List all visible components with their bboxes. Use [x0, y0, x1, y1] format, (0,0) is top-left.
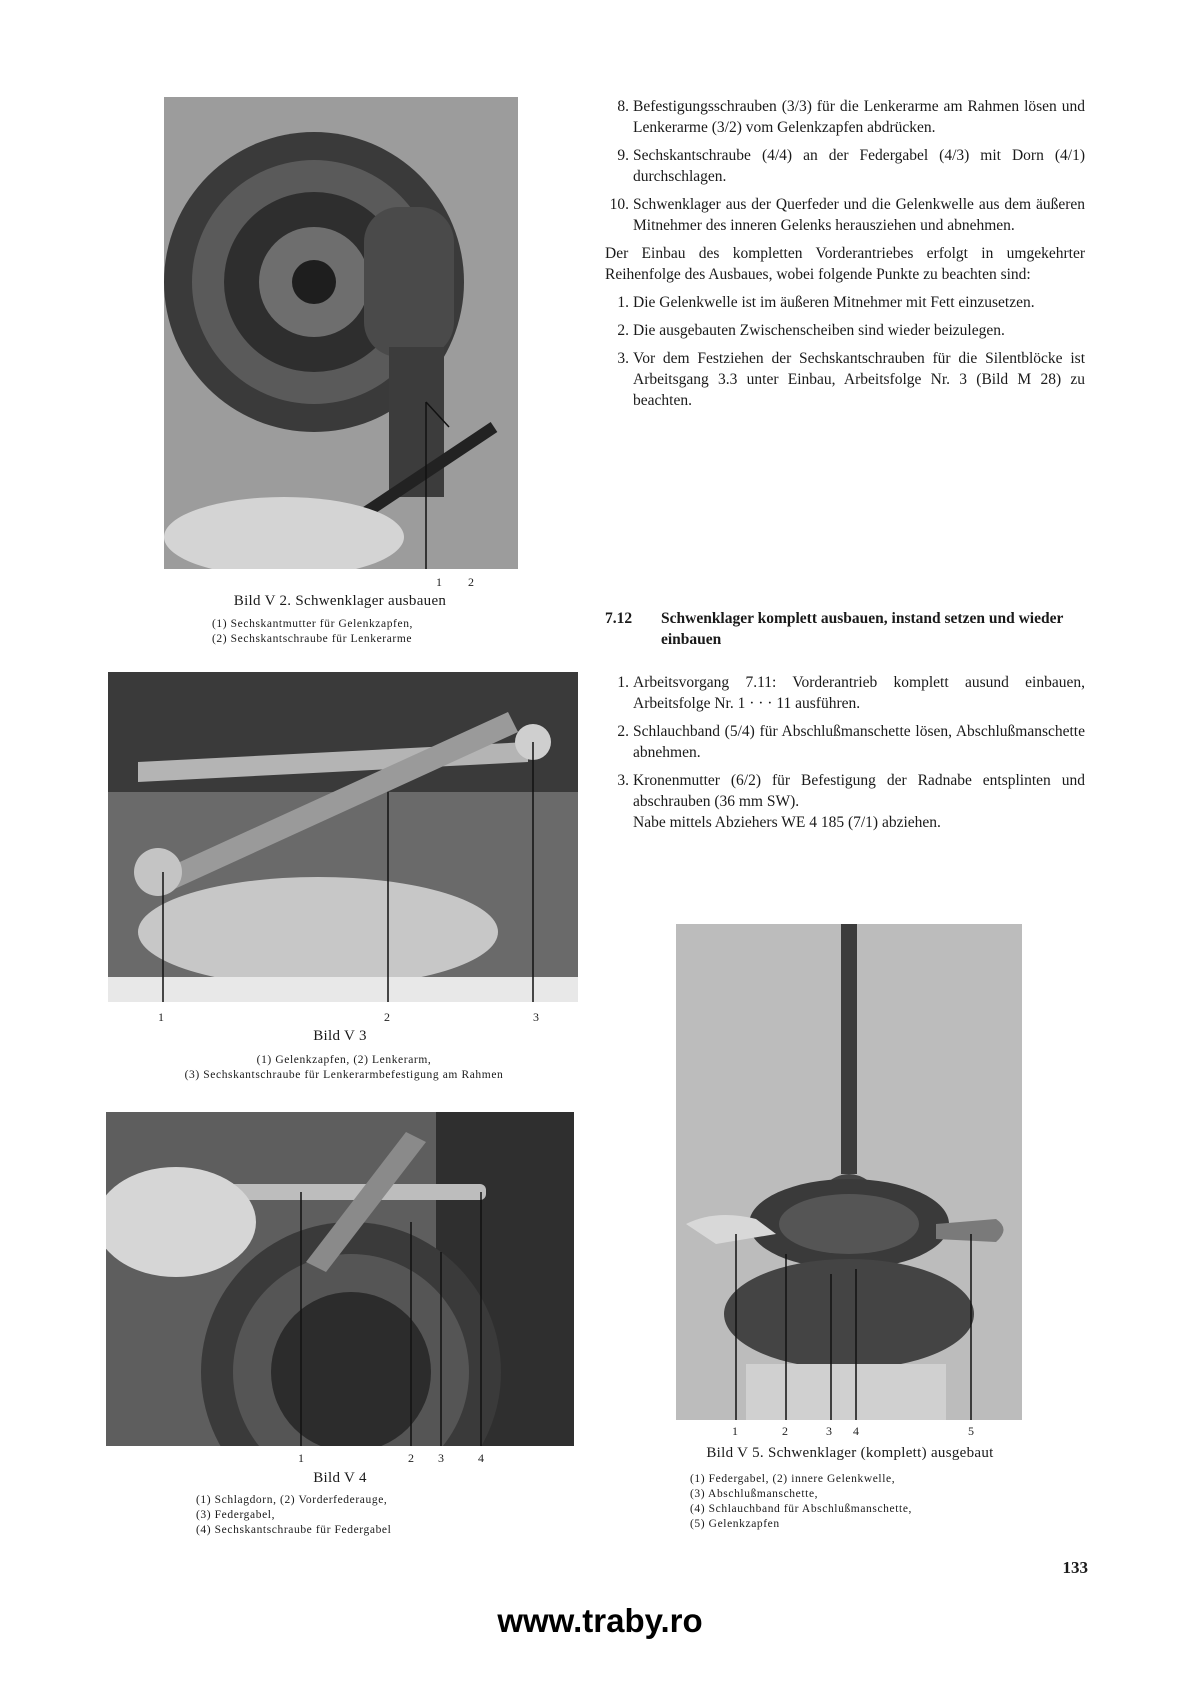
removal-step-number: 9. — [617, 147, 629, 164]
section-step-extra: Nabe mittels Abziehers WE 4 185 (7/1) abziehen. — [633, 814, 941, 831]
figure-v5-callout-5: 5 — [968, 1424, 974, 1438]
removal-steps — [605, 96, 1085, 418]
installation-point — [605, 292, 1085, 313]
installation-point-number: 2. — [617, 322, 629, 339]
figure-v4-title: Bild V 4 — [313, 1470, 367, 1486]
figure-v2-legend — [212, 617, 413, 647]
figure-v5-photo — [676, 924, 1022, 1420]
figure-v2-photo — [164, 97, 518, 569]
installation-point — [605, 348, 1085, 411]
removal-step — [605, 194, 1085, 236]
figure-v5-callouts — [676, 1424, 1022, 1440]
removal-step — [605, 145, 1085, 187]
figure-v4-callout-3: 3 — [438, 1451, 444, 1465]
figure-v5-legend — [690, 1472, 912, 1532]
figure-v4-callout-1: 1 — [298, 1451, 304, 1465]
figure-v5-legend-line: (5) Gelenkzapfen — [690, 1518, 780, 1530]
installation-point-number: 3. — [617, 350, 629, 367]
figure-v5-callout-2: 2 — [782, 1424, 788, 1438]
figure-v4-legend-line: (1) Schlagdorn, (2) Vorderfederauge, — [196, 1494, 388, 1506]
installation-point-text: Vor dem Festziehen der Sechskantschrauben für die Silentblöcke ist Arbeitsgang 3.3 unter Einbau, Arbeitsfolge Nr. 3 (Bild M 28) zu beachten. — [633, 350, 1085, 409]
section-step — [605, 672, 1085, 714]
section-heading — [605, 608, 1085, 650]
removal-step-text: Sechskantschraube (4/4) an der Federgabel (4/3) mit Dorn (4/1) durchschlagen. — [633, 147, 1085, 185]
figure-v4-legend — [196, 1493, 391, 1538]
figure-v2-legend-line: (2) Sechskantschraube für Lenkerarme — [212, 633, 413, 645]
figure-v2-callouts — [164, 575, 518, 591]
figure-v3-title: Bild V 3 — [313, 1028, 367, 1044]
figure-v4-legend-line: (3) Federgabel, — [196, 1509, 276, 1521]
page-number: 133 — [1062, 1558, 1088, 1577]
figure-v2-callout-2: 2 — [468, 575, 474, 589]
figure-v5-title: Bild V 5. Schwenklager (komplett) ausgebaut — [706, 1445, 994, 1461]
installation-point-number: 1. — [617, 294, 629, 311]
removal-step-text: Befestigungsschrauben (3/3) für die Lenkerarme am Rahmen lösen und Lenkerarme (3/2) vom Gelenkzapfen abdrücken. — [633, 98, 1085, 136]
figure-v4-callout-2: 2 — [408, 1451, 414, 1465]
section-step-text: Schlauchband (5/4) für Abschlußmanschette lösen, Abschlußmanschette abnehmen. — [633, 723, 1085, 761]
figure-v5-legend-line: (3) Abschlußmanschette, — [690, 1488, 819, 1500]
figure-v2-title: Bild V 2. Schwenklager ausbauen — [233, 593, 447, 609]
figure-v4-callout-4: 4 — [478, 1451, 484, 1465]
figure-v4-legend-line: (4) Sechskantschraube für Federgabel — [196, 1524, 392, 1536]
section-number: 7.12 — [605, 610, 633, 627]
section-heading-block — [605, 608, 1085, 650]
removal-step-text: Schwenklager aus der Querfeder und die Gelenkwelle aus dem äußeren Mitnehmer des inneren Gelenks herausziehen und abnehmen. — [633, 196, 1085, 234]
section-step-number: 3. — [617, 772, 629, 789]
figure-v5-callout-4: 4 — [853, 1424, 859, 1438]
figure-v3-legend-line: (3) Sechskantschraube für Lenkerarmbefestigung am Rahmen — [184, 1069, 504, 1081]
section-steps — [605, 672, 1085, 840]
installation-point-text: Die Gelenkwelle ist im äußeren Mitnehmer mit Fett einzusetzen. — [633, 294, 1035, 311]
installation-intro: Der Einbau des kompletten Vorderantriebes erfolgt in umgekehrter Reihenfolge des Ausbaues, wobei folgende Punkte zu beachten sind: — [605, 245, 1085, 283]
figure-v5-legend-line: (1) Federgabel, (2) innere Gelenkwelle, — [690, 1473, 896, 1485]
figure-v2-callout-1: 1 — [436, 575, 442, 589]
removal-step-number: 10. — [609, 196, 629, 213]
figure-v5-callout-1: 1 — [732, 1424, 738, 1438]
figure-v3-callout-3: 3 — [533, 1010, 539, 1024]
figure-v3-callout-1: 1 — [158, 1010, 164, 1024]
footer-url[interactable]: www.traby.ro — [497, 1602, 703, 1639]
section-step — [605, 770, 1085, 833]
removal-step-number: 8. — [617, 98, 629, 115]
removal-step — [605, 96, 1085, 138]
installation-point — [605, 320, 1085, 341]
section-title: Schwenklager komplett ausbauen, instand setzen und wieder einbauen — [661, 610, 1064, 648]
section-step — [605, 721, 1085, 763]
figure-v5-legend-line: (4) Schlauchband für Abschlußmanschette, — [690, 1503, 912, 1515]
figure-v5-callout-3: 3 — [826, 1424, 832, 1438]
figure-v4-callouts — [106, 1451, 574, 1467]
figure-v3-legend-line: (1) Gelenkzapfen, (2) Lenkerarm, — [256, 1054, 432, 1066]
section-step-text: Kronenmutter (6/2) für Befestigung der Radnabe entsplinten und abschrauben (36 mm SW). — [633, 772, 1085, 810]
section-step-text: Arbeitsvorgang 7.11: Vorderantrieb komplett ausund einbauen, Arbeitsfolge Nr. 1 · · · 11 ausführen. — [633, 674, 1085, 712]
figure-v4-photo — [106, 1112, 574, 1446]
installation-point-text: Die ausgebauten Zwischenscheiben sind wieder beizulegen. — [633, 322, 1005, 339]
figure-v3-legend — [104, 1053, 584, 1083]
figure-v2-legend-line: (1) Sechskantmutter für Gelenkzapfen, — [212, 618, 414, 630]
section-step-number: 2. — [617, 723, 629, 740]
figure-v3-photo — [108, 672, 578, 1002]
figure-v3-callout-2: 2 — [384, 1010, 390, 1024]
section-step-number: 1. — [617, 674, 629, 691]
figure-v3-callouts — [108, 1010, 578, 1026]
